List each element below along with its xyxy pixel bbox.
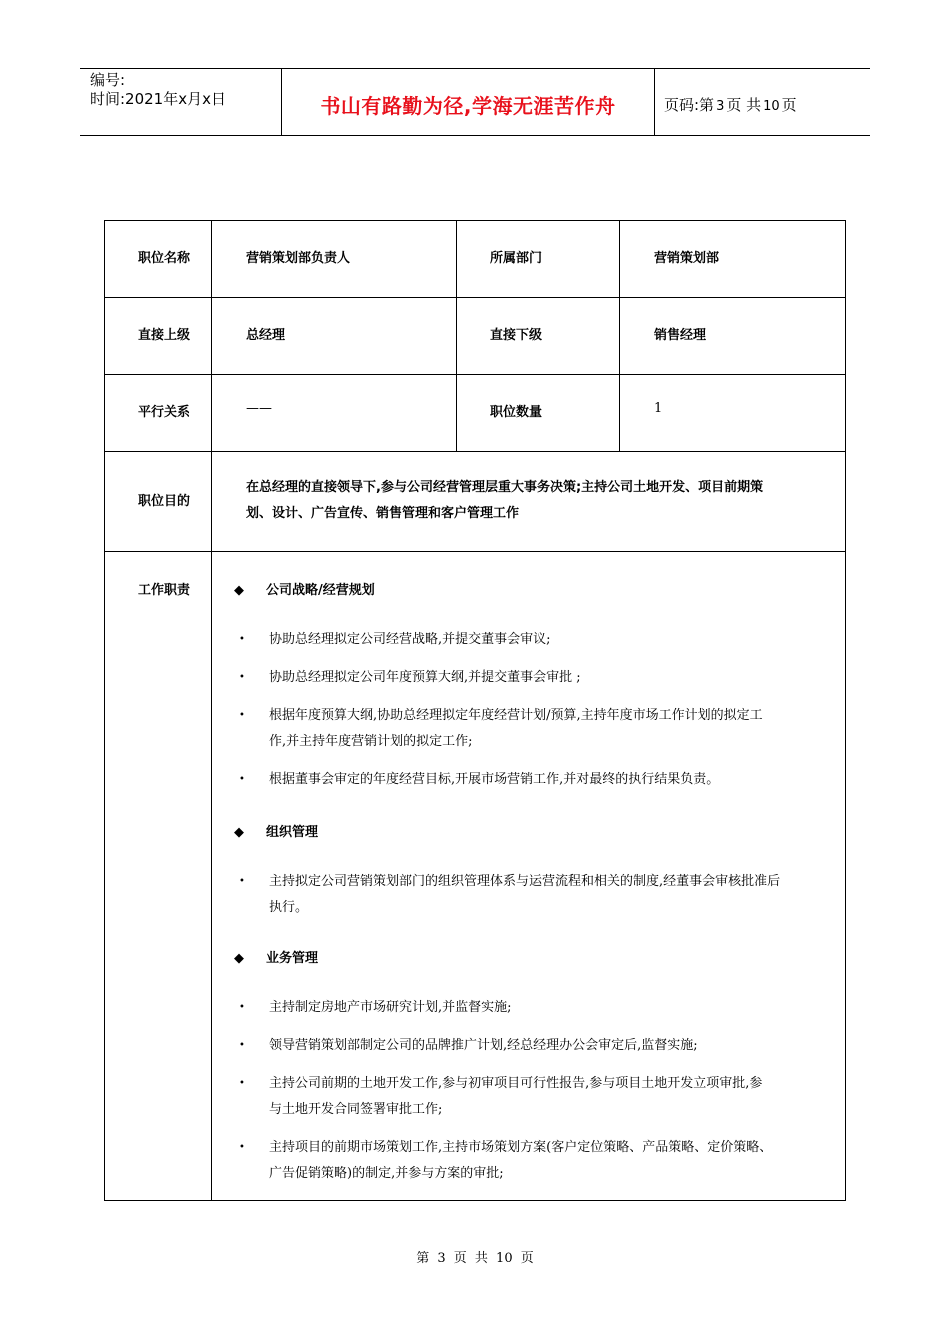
table-border-left — [104, 220, 105, 1201]
duty-item — [234, 1033, 846, 1059]
duty-item — [234, 869, 846, 921]
duty-item-text: 广告促销策略)的制定,并参与方案的审批; — [269, 1166, 504, 1181]
header-motto: 书山有路勤为径,学海无涯苦作舟 — [320, 94, 616, 118]
diamond-icon: ◆ — [234, 951, 244, 966]
table-column-divider-2 — [456, 220, 457, 451]
label-direct-superior: 直接上级 — [138, 328, 191, 343]
label-parallel-relation: 平行关系 — [138, 405, 191, 420]
page-mid: 页 共 — [726, 96, 762, 114]
value-position-count: 1 — [654, 401, 663, 416]
table-row-divider-1 — [104, 297, 846, 298]
bullet-icon: • — [239, 1040, 245, 1051]
label-position-name: 职位名称 — [138, 251, 191, 266]
value-direct-superior: 总经理 — [246, 328, 286, 343]
table-column-divider-3 — [619, 220, 620, 451]
section-title-text: 业务管理 — [266, 951, 319, 966]
duty-item-text: 主持制定房地产市场研究计划,并监督实施; — [269, 1000, 512, 1015]
job-description-table — [104, 220, 846, 1201]
purpose-line: 划、设计、广告宣传、销售管理和客户管理工作 — [246, 506, 520, 521]
value-department: 营销策划部 — [654, 251, 720, 266]
header-meta — [90, 71, 226, 109]
header-bottom-rule — [80, 135, 870, 136]
label-department: 所属部门 — [490, 251, 543, 266]
header-top-rule — [80, 68, 870, 69]
table-row-divider-4 — [104, 551, 846, 552]
bullet-icon: • — [239, 634, 245, 645]
label-position-count: 职位数量 — [490, 405, 543, 420]
section-title-text: 组织管理 — [266, 825, 319, 840]
table-row-divider-3 — [104, 451, 846, 452]
bullet-icon: • — [239, 672, 245, 683]
bullet-icon: • — [239, 1142, 245, 1153]
duty-item-text: 主持公司前期的土地开发工作,参与初审项目可行性报告,参与项目土地开发立项审批,参 — [269, 1076, 763, 1091]
duty-item — [234, 1071, 846, 1123]
diamond-icon: ◆ — [234, 825, 244, 840]
value-parallel-relation: —— — [246, 401, 272, 416]
bullet-icon: • — [239, 1078, 245, 1089]
duty-item — [234, 627, 846, 653]
duty-item-text: 协助总经理拟定公司经营战略,并提交董事会审议; — [269, 632, 551, 647]
duty-section-title — [234, 947, 318, 966]
label-direct-subordinate: 直接下级 — [490, 328, 543, 343]
bullet-icon: • — [239, 1002, 245, 1013]
header-divider-right — [654, 68, 655, 136]
label-position-purpose: 职位目的 — [138, 494, 191, 509]
duty-item — [234, 767, 846, 793]
duty-item — [234, 995, 846, 1021]
value-position-name: 营销策划部负责人 — [246, 251, 351, 266]
table-border-top — [104, 220, 846, 221]
duty-item-text: 领导营销策划部制定公司的品牌推广计划,经总经理办公会审定后,监督实施; — [269, 1038, 698, 1053]
page-label: 页码:第 — [664, 96, 715, 114]
duty-item-text: 主持拟定公司营销策划部门的组织管理体系与运营流程和相关的制度,经董事会审核批准后 — [269, 874, 781, 889]
duty-item — [234, 1135, 846, 1187]
table-row-divider-2 — [104, 374, 846, 375]
page-number: 3 — [716, 99, 725, 114]
duty-item-text: 作,并主持年度营销计划的拟定工作; — [269, 734, 473, 749]
duty-section-title — [234, 821, 318, 840]
header-page-info — [664, 94, 797, 115]
label-job-duties: 工作职责 — [138, 583, 191, 598]
purpose-line: 在总经理的直接领导下,参与公司经营管理层重大事务决策;主持公司土地开发、项目前期策 — [246, 480, 764, 495]
duty-item — [234, 703, 846, 755]
table-column-divider — [211, 220, 212, 1201]
page-total: 10 — [763, 99, 780, 114]
document-number-label: 编号: — [90, 71, 126, 89]
duty-item-text: 执行。 — [269, 900, 309, 915]
value-direct-subordinate: 销售经理 — [654, 328, 707, 343]
section-title-text: 公司战略/经营规划 — [266, 583, 375, 598]
page-footer: 第 3 页 共 10 页 — [416, 1251, 534, 1266]
document-time: 时间:2021年x月x日 — [90, 90, 226, 108]
bullet-icon: • — [239, 774, 245, 785]
bullet-icon: • — [239, 710, 245, 721]
duty-section-title — [234, 579, 375, 598]
diamond-icon: ◆ — [234, 583, 244, 598]
duty-item-text: 根据董事会审定的年度经营目标,开展市场营销工作,并对最终的执行结果负责。 — [269, 772, 720, 787]
duty-item-text: 主持项目的前期市场策划工作,主持市场策划方案(客户定位策略、产品策略、定价策略、 — [269, 1140, 773, 1155]
value-position-purpose — [246, 475, 846, 527]
table-border-bottom — [104, 1200, 846, 1201]
page-end: 页 — [781, 96, 797, 114]
duty-item-text: 协助总经理拟定公司年度预算大纲,并提交董事会审批 ; — [269, 670, 581, 685]
duty-item — [234, 665, 846, 691]
duty-item-text: 与土地开发合同签署审批工作; — [269, 1102, 443, 1117]
duty-item-text: 根据年度预算大纲,协助总经理拟定年度经营计划/预算,主持年度市场工作计划的拟定工 — [269, 708, 763, 723]
bullet-icon: • — [239, 876, 245, 887]
